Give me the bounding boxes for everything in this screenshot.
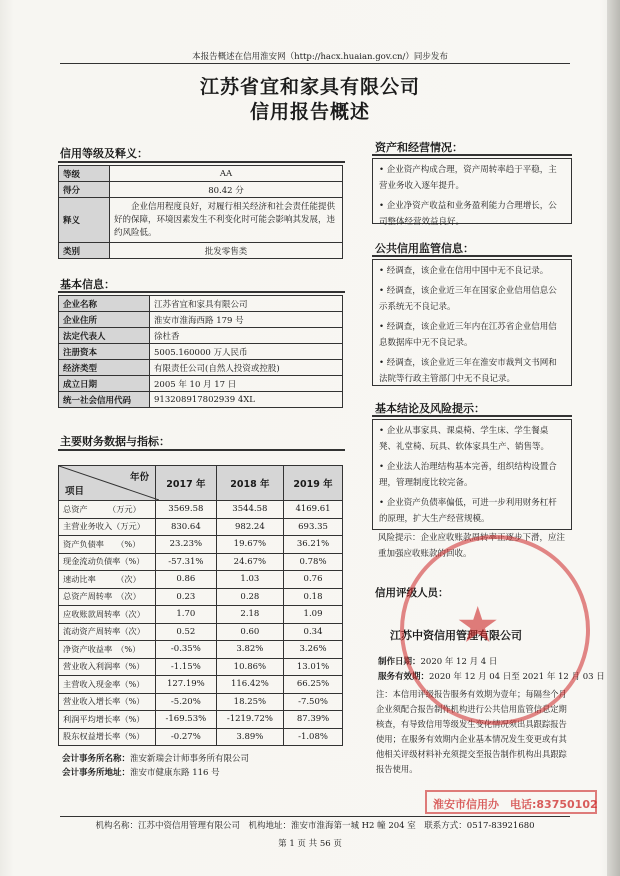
public-credit-heading: 公共信用监管信息： [375,242,474,255]
metric-value: 3.89% [216,728,283,746]
metric-value: -0.35% [156,641,217,659]
assets-heading: 资产和经营情况： [375,141,463,154]
table-row [59,166,343,182]
credit-grade-heading: 信用等级及释义： [60,147,148,160]
corner-top-label: 年份 [129,472,149,483]
rating-staff-label: 信用评级人员： [375,587,449,599]
metric-label: 主营业务收入（万元） [59,518,156,536]
risk-note: 风险提示：企业应收账款周转率正逐步下滑，应注重加强应收账款的回收。 [378,533,566,559]
metric-label: 现金流动负债率（%） [59,553,156,571]
metric-value: 0.52 [156,623,217,641]
metric-value: 24.67% [216,553,283,571]
date-label: 制作日期： [378,657,421,667]
grade-label: 等级 [59,166,110,182]
definition-label: 释义 [59,198,110,243]
table-row [59,553,343,571]
metric-value: 87.39% [284,711,343,729]
table-row [59,392,343,408]
metric-value: 3544.58 [216,501,283,519]
metric-label: 营业收入增长率（%） [59,693,156,711]
table-row [59,376,343,392]
year-header: 2018 年 [216,466,283,501]
public-credit-box [372,259,572,386]
firm-address-line [62,766,220,778]
table-row [59,693,343,711]
table-row [59,501,343,519]
info-label: 经济类型 [59,360,150,376]
score-label: 得分 [59,182,110,198]
metric-value: -7.50% [284,693,343,711]
footer-info: 机构名称：江苏中资信用管理有限公司 机构地址：淮安市淮海第一城 H2 幢 204 室 联系方式：0517-83921680 [95,821,535,831]
metric-label: 资产负债率 （%） [59,536,156,554]
assets-item: • 企业资产构成合理，资产周转率趋于平稳，主营业务收入逐年提升。 [379,165,557,191]
info-label: 法定代表人 [59,328,150,344]
table-row [59,676,343,694]
validity-label: 服务有效期： [378,672,430,682]
metric-value: 127.19% [156,676,217,694]
firm-line [62,752,249,764]
metric-label: 净资产收益率 （%） [59,641,156,659]
metric-value: 0.86 [156,571,217,589]
table-row [59,536,343,554]
firm-address: 淮安市健康东路 116 号 [130,768,220,778]
seal-star-icon: ★ [458,600,498,651]
metric-value: 1.03 [216,571,283,589]
metric-value: 1.09 [284,606,343,624]
heading-rule [372,255,572,257]
corner-cell [59,466,156,501]
table-row [59,606,343,624]
metric-value: 982.24 [216,518,283,536]
definition-value: 企业信用程度良好，对履行相关经济和社会责任能提供好的保障，环境因素发生不利变化时可能会影响其发展，违约风险低。 [110,198,343,243]
financials-table [58,465,343,746]
info-value: 江苏省宜和家具有限公司 [150,296,343,312]
metric-value: -1.08% [284,728,343,746]
table-row [59,312,343,328]
info-label: 企业住所 [59,312,150,328]
conclusion-heading: 基本结论及风险提示： [375,402,485,415]
metric-value: 36.21% [284,536,343,554]
conclusion-item: • 企业资产负债率偏低，可进一步利用财务杠杆的原理，扩大生产经营规模。 [379,498,557,524]
table-row [59,641,343,659]
grade-value: AA [110,166,343,182]
info-value: 2005 年 10 月 17 日 [150,376,343,392]
heading-rule [58,161,345,163]
heading-rule [58,449,345,451]
firm-label: 会计事务所名称： [62,754,131,764]
info-label: 统一社会信用代码 [59,392,150,408]
credit-grade-table [58,165,343,259]
credit-office-chop: 淮安市信用办 电话:83750102 [425,790,597,814]
metric-label: 主营收入现金率（%） [59,676,156,694]
info-value: 徐杜香 [150,328,343,344]
page-number: 第 1 页 共 56 页 [278,839,342,849]
info-label: 注册资本 [59,344,150,360]
info-label: 企业名称 [59,296,150,312]
metric-value: -5.20% [156,693,217,711]
metric-value: 19.67% [216,536,283,554]
firm-name: 淮安新瑞会计师事务所有限公司 [130,754,250,764]
table-row [59,182,343,198]
publication-note: 本报告概述在信用淮安网（http://hacx.huaian.gov.cn/）同步发布 [192,52,448,62]
company-title: 江苏省宜和家具有限公司 [199,76,420,98]
metric-value: -0.27% [156,728,217,746]
metric-value: 10.86% [216,658,283,676]
heading-rule [372,415,572,417]
metric-value: 3.26% [284,641,343,659]
assets-item: • 企业净资产收益和业务盈利能力合理增长，公司整体经营效益良好。 [379,201,557,227]
metric-value: 1.70 [156,606,217,624]
table-row [59,328,343,344]
metric-label: 应收账款周转率（次） [59,606,156,624]
table-row [59,344,343,360]
metric-label: 股东权益增长率（%） [59,728,156,746]
bottom-divider [60,816,570,817]
metric-value: 0.34 [284,623,343,641]
metric-label: 总资产周转率 （次） [59,588,156,606]
firm-address-label: 会计事务所地址： [62,768,131,778]
table-row [59,623,343,641]
assets-box [372,158,572,227]
table-row [59,728,343,746]
conclusion-item: • 企业从事家具、课桌椅、学生床、学生餐桌凳、礼堂椅、玩具、软体家具生产、销售等。 [379,426,550,452]
year-header: 2017 年 [156,466,217,501]
table-row [59,518,343,536]
heading-rule [372,154,572,156]
info-value: 淮安市淮海西路 179 号 [150,312,343,328]
table-row [59,198,343,243]
metric-value: 0.28 [216,588,283,606]
metric-value: 2.18 [216,606,283,624]
metric-label: 总资产 （万元） [59,501,156,519]
table-row [59,296,343,312]
agency-name: 江苏中资信用管理有限公司 [390,629,522,642]
metric-value: 66.25% [284,676,343,694]
metric-value: -57.31% [156,553,217,571]
conclusion-box [372,419,572,530]
metric-value: 693.35 [284,518,343,536]
public-credit-item: • 经调查，该企业在信用中国中无不良记录。 [379,266,549,276]
info-value: 5005.160000 万人民币 [150,344,343,360]
metric-value: 0.23 [156,588,217,606]
info-value: 有限责任公司(自然人投资或控股) [150,360,343,376]
metric-label: 营业收入利润率（%） [59,658,156,676]
metric-value: 116.42% [216,676,283,694]
metric-value: -1.15% [156,658,217,676]
table-row [59,243,343,259]
metric-value: 0.60 [216,623,283,641]
validity-value: 2020 年 12 月 04 日至 2021 年 12 月 03 日 [429,672,605,682]
metric-value: -169.53% [156,711,217,729]
metric-value: 13.01% [284,658,343,676]
metric-value: 23.23% [156,536,217,554]
conclusion-item: • 企业法人治理结构基本完善，组织结构设置合理，管理制度比较完备。 [379,462,557,488]
metric-value: 0.78% [284,553,343,571]
page-binding-edge [607,0,620,876]
table-row [59,658,343,676]
financials-heading: 主要财务数据与指标： [60,435,170,448]
date-value: 2020 年 12 月 4 日 [420,657,498,667]
public-credit-item: • 经调查，该企业近三年在淮安市裁判文书网和法院等行政主管部门中无不良记录。 [379,358,557,384]
metric-value: 0.76 [284,571,343,589]
category-value: 批发零售类 [110,243,343,259]
public-credit-item: • 经调查，该企业近三年内在江苏省企业信用信息数据库中无不良记录。 [379,322,557,348]
info-value: 913208917802939 4XL [150,392,343,408]
year-header: 2019 年 [284,466,343,501]
metric-value: -1219.72% [216,711,283,729]
public-credit-item: • 经调查，该企业近三年在国家企业信用信息公示系统无不良记录。 [379,286,557,312]
score-value: 80.42 分 [110,182,343,198]
heading-rule [58,291,345,293]
metric-value: 3.82% [216,641,283,659]
metric-value: 0.18 [284,588,343,606]
metric-label: 利润平均增长率（%） [59,711,156,729]
metric-value: 4169.61 [284,501,343,519]
metric-value: 18.25% [216,693,283,711]
table-row [59,571,343,589]
corner-bottom-label: 项目 [65,486,85,497]
report-title: 信用报告概述 [249,101,370,123]
validity-note: 注：本信用评级报告服务有效期为壹年；每隔叁个月企业须配合报告制作机构进行公共信用监管信息定期核查，有导致信用等级发生变化情况须出具跟踪报告使用；在服务有效期内企业基本情况发生变更或有其他相关评级材料补充须提交至报告制作机构出具跟踪报告使用。 [376,689,567,774]
top-divider [60,63,570,64]
table-header-row [59,466,343,501]
basic-info-table [58,295,343,408]
table-row [59,588,343,606]
table-row [59,360,343,376]
basic-info-heading: 基本信息： [60,278,115,291]
metric-label: 速动比率 （次） [59,571,156,589]
table-row [59,711,343,729]
metric-value: 830.64 [156,518,217,536]
category-label: 类别 [59,243,110,259]
metric-value: 3569.58 [156,501,217,519]
info-label: 成立日期 [59,376,150,392]
metric-label: 流动资产周转率（次） [59,623,156,641]
